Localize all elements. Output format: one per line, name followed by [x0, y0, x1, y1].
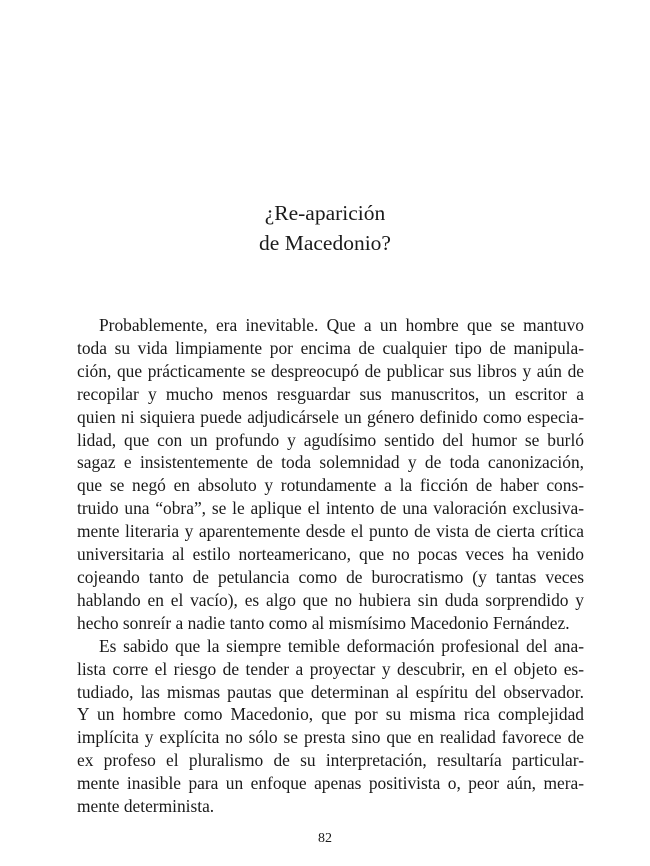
text-line: Es sabido que la siempre temible deformación profesional del ana- — [99, 635, 584, 656]
text-line: Y un hombre como Macedonio, que por su misma rica complejidad — [77, 704, 584, 725]
text-line: hecho sonreír a nadie tanto como al mismísimo Macedonio Fernández. — [77, 612, 570, 633]
chapter-title-line-2: de Macedonio? — [259, 231, 391, 255]
text-line: recopilar y mucho menos resguardar sus manuscritos, un escritor a — [77, 383, 584, 404]
body-text — [77, 314, 584, 818]
text-line: hablando en el vacío), es algo que no hubiera sin duda sorprendido y — [77, 589, 584, 610]
text-line: ex profeso el pluralismo de su interpretación, resultaría particular- — [77, 750, 584, 771]
text-line: mente determinista. — [77, 796, 215, 817]
text-line: implícita y explícita no sólo se presta sino que en realidad favorece de — [77, 727, 584, 748]
text-line: tudiado, las mismas pautas que determinan al espíritu del observador. — [77, 681, 584, 702]
chapter-title-line-1: ¿Re-aparición — [264, 201, 386, 225]
text-line: lidad, que con un profundo y agudísimo sentido del humor se burló — [77, 429, 584, 450]
text-line: cojeando tanto de petulancia como de burocratismo (y tantas veces — [77, 566, 584, 587]
text-line: que se negó en absoluto y rotundamente a la ficción de haber cons- — [77, 475, 584, 496]
text-line: ción, que prácticamente se despreocupó de publicar sus libros y aún de — [77, 360, 584, 381]
text-line: sagaz e insistentemente de toda solemnidad y de toda canonización, — [77, 452, 584, 473]
text-line: toda su vida limpiamente por encima de cualquier tipo de manipula- — [77, 337, 584, 358]
text-line: universitaria al estilo norteamericano, que no pocas veces ha venido — [77, 544, 584, 565]
page-number: 82 — [318, 831, 332, 846]
text-line: quien ni siquiera puede adjudicársele un género definido como especia- — [77, 406, 584, 427]
text-line: mente literaria y aparentemente desde el punto de vista de cierta crítica — [77, 521, 584, 542]
text-line: truido una “obra”, se le aplique el intento de una valoración exclusiva- — [77, 498, 584, 519]
text-line: lista corre el riesgo de tender a proyectar y descubrir, en el objeto es- — [77, 658, 584, 679]
text-line: Probablemente, era inevitable. Que a un hombre que se mantuvo — [99, 315, 584, 335]
text-line: mente inasible para un enfoque apenas positivista o, peor aún, mera- — [77, 773, 584, 794]
chapter-title — [0, 198, 650, 258]
